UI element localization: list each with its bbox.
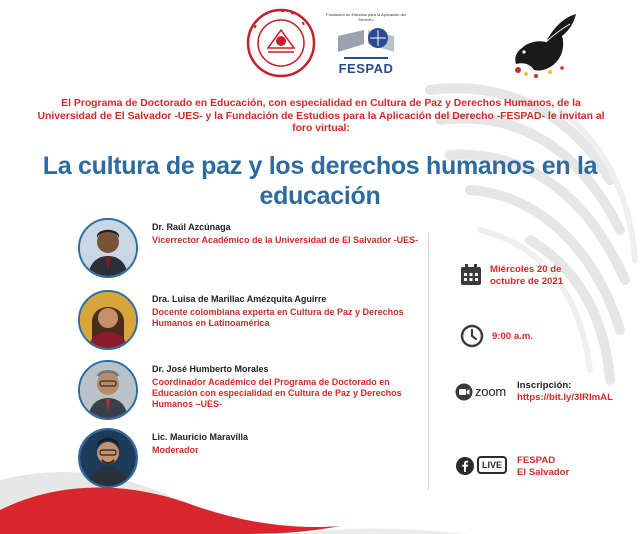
clock-icon xyxy=(460,324,484,348)
speaker-card xyxy=(78,218,419,280)
live-page-country: El Salvador xyxy=(517,467,570,478)
live-badge: LIVE xyxy=(477,456,507,474)
speaker-photo xyxy=(78,218,138,278)
fespad-book-icon xyxy=(334,22,398,60)
fespad-wordmark: FESPAD xyxy=(338,61,394,76)
speaker-photo xyxy=(78,360,138,420)
event-time: 9:00 a.m. xyxy=(492,331,534,342)
speaker-role: Moderador xyxy=(152,445,199,455)
zoom-icon xyxy=(455,383,475,401)
speaker-name: Lic. Mauricio Maravilla xyxy=(152,432,249,442)
event-title: La cultura de paz y los derechos humanos en la educación xyxy=(42,152,598,210)
fespad-caption: Fundación de Estudios para la Aplicación del Derecho xyxy=(326,12,406,22)
speaker-name: Dr. José Humberto Morales xyxy=(152,364,269,374)
invitation-intro: El Programa de Doctorado en Educación, con especialidad en Cultura de Paz y Derechos Humanos, de la Universidad de El Salvador -UES- y la Fundación de Estudios para la Aplicación del Derecho -FESPAD- le invitan al foro virtual: xyxy=(37,98,605,135)
calendar-icon xyxy=(460,264,482,286)
column-divider xyxy=(428,232,429,490)
speaker-name: Dra. Luisa de Marillac Amézquita Aguirre xyxy=(152,294,327,304)
registration-link[interactable]: https://bit.ly/3IRImAL xyxy=(517,392,613,403)
facebook-icon xyxy=(456,457,474,475)
speaker-role: Vicerrector Académico de la Universidad de El Salvador -UES- xyxy=(152,235,419,245)
speaker-card xyxy=(78,290,408,352)
event-date: Miércoles 20 de octubre de 2021 xyxy=(490,264,564,287)
speaker-card xyxy=(78,428,408,490)
speaker-photo xyxy=(78,428,138,488)
dove-logo xyxy=(512,12,578,80)
speaker-card xyxy=(78,360,408,422)
fespad-logo xyxy=(326,10,406,76)
live-page-name[interactable]: FESPAD xyxy=(517,455,556,466)
speaker-name: Dr. Raúl Azcúnaga xyxy=(152,222,231,232)
registration-label: Inscripción: xyxy=(517,380,572,391)
speaker-role: Coordinador Académico del Programa de Doctorado en Educación con especialidad en Cultura de Paz y Derechos Humanos –UES- xyxy=(152,377,402,409)
speaker-role: Docente colombiana experta en Cultura de Paz y Derechos Humanos en Latinoamérica xyxy=(152,307,404,328)
speaker-photo xyxy=(78,290,138,350)
ues-seal-logo xyxy=(246,8,316,78)
zoom-wordmark: zoom xyxy=(475,384,506,399)
